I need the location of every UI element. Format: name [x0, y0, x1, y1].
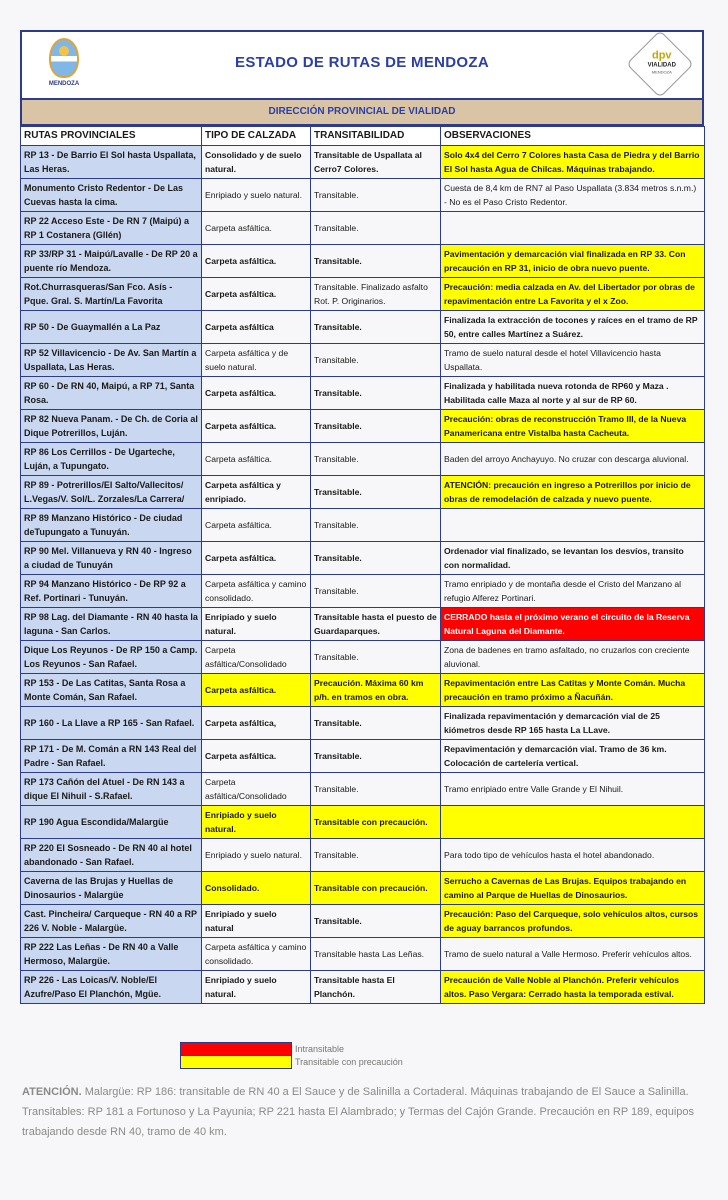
surface-cell: Enripiado y suelo natural. [202, 608, 311, 641]
notes-cell: Tramo enripiado entre Valle Grande y El Nihuil. [441, 773, 705, 806]
agency-banner: DIRECCIÓN PROVINCIAL DE VIALIDAD [20, 98, 704, 126]
notes-cell: ATENCIÓN: precaución en ingreso a Potrerillos por inicio de obras de remodelación de calzada y nuevo puente. [441, 476, 705, 509]
notes-cell [441, 212, 705, 245]
footer-text: Malargüe: RP 186: transitable de RN 40 a El Sauce y de Salinilla a Cortaderal. Máquinas trabajando de El Sauce a Salinilla. Transitables: RP 181 a Fortunoso y La Payunia; RP 221 hasta El Alambrado; y Termas del Cajón Grande. Precaución en RP 189, equipos trabajando desde RN 40, tramo de 40 km. [22, 1086, 695, 1138]
table-row [21, 806, 705, 839]
footer-note [22, 1082, 706, 1142]
legend-label: Intransitable [295, 1043, 345, 1054]
notes-cell: Pavimentación y demarcación vial finalizada en RP 33. Con precaución en RP 31, inicio de obra nuevo puente. [441, 245, 705, 278]
transit-cell: Transitable. [311, 245, 441, 278]
transit-cell: Transitable. [311, 311, 441, 344]
route-cell: RP 33/RP 31 - Maipú/Lavalle - De RP 20 a puente río Mendoza. [21, 245, 202, 278]
surface-cell: Carpeta asfáltica. [202, 245, 311, 278]
transit-cell: Transitable hasta el puesto de Guardaparques. [311, 608, 441, 641]
legend-label: Transitable con precaución [295, 1056, 403, 1067]
route-cell: RP 89 Manzano Histórico - De ciudad deTupungato a Tunuyán. [21, 509, 202, 542]
notes-cell: Baden del arroyo Anchayuyo. No cruzar con descarga aluvional. [441, 443, 705, 476]
surface-cell: Carpeta asfáltica/Consolidado [202, 773, 311, 806]
transit-cell: Transitable de Uspallata al Cerro7 Colores. [311, 146, 441, 179]
route-cell: RP 222 Las Leñas - De RN 40 a Valle Hermoso, Malargüe. [21, 938, 202, 971]
transit-cell: Transitable. [311, 707, 441, 740]
notes-cell: Para todo tipo de vehículos hasta el hotel abandonado. [441, 839, 705, 872]
transit-cell: Transitable. [311, 740, 441, 773]
surface-cell: Carpeta asfáltica. [202, 278, 311, 311]
transit-cell: Transitable. Finalizado asfalto Rot. P. Originarios. [311, 278, 441, 311]
notes-cell [441, 509, 705, 542]
surface-cell: Carpeta asfáltica y camino consolidado. [202, 938, 311, 971]
surface-cell: Carpeta asfáltica. [202, 377, 311, 410]
surface-cell: Carpeta asfáltica. [202, 410, 311, 443]
table-row [21, 146, 705, 179]
route-cell: RP 173 Cañón del Atuel - De RN 143 a dique El Nihuil - S.Rafael. [21, 773, 202, 806]
table-row [21, 509, 705, 542]
surface-cell: Carpeta asfáltica. [202, 443, 311, 476]
transit-cell: Transitable. [311, 179, 441, 212]
transit-cell: Transitable. [311, 377, 441, 410]
surface-cell: Carpeta asfáltica [202, 311, 311, 344]
route-cell: RP 52 Villavicencio - De Av. San Martín a Uspallata, Las Heras. [21, 344, 202, 377]
transit-cell: Transitable. [311, 344, 441, 377]
route-cell: RP 90 Mel. Villanueva y RN 40 - Ingreso a ciudad de Tunuyán [21, 542, 202, 575]
transit-cell: Transitable. [311, 476, 441, 509]
table-row [21, 641, 705, 674]
transit-cell: Transitable. [311, 641, 441, 674]
surface-cell: Carpeta asfáltica. [202, 542, 311, 575]
route-cell: RP 13 - De Barrio El Sol hasta Uspallata, Las Heras. [21, 146, 202, 179]
transit-cell: Transitable. [311, 575, 441, 608]
legend-item-intransitable [180, 1042, 403, 1055]
legend-swatch [180, 1042, 292, 1056]
notes-cell: Repavimentación y demarcación vial. Tramo de 36 km. Colocación de cartelería vertical. [441, 740, 705, 773]
notes-cell: Tramo de suelo natural desde el hotel Villavicencio hasta Uspallata. [441, 344, 705, 377]
notes-cell: Serrucho a Cavernas de Las Brujas. Equipos trabajando en camino al Parque de Huellas de Dinosaurios. [441, 872, 705, 905]
notes-cell: Zona de badenes en tramo asfaltado, no cruzarlos con creciente aluvional. [441, 641, 705, 674]
table-row [21, 872, 705, 905]
surface-cell: Carpeta asfáltica. [202, 674, 311, 707]
notes-cell: Repavimentación entre Las Catitas y Monte Comán. Mucha precaución en tramo próximo a Ñacuñán. [441, 674, 705, 707]
table-row [21, 905, 705, 938]
notes-cell: Solo 4x4 del Cerro 7 Colores hasta Casa de Piedra y del Barrio El Sol hasta Agua de Chilcas. Máquinas trabajando. [441, 146, 705, 179]
road-status-sheet [20, 30, 704, 1004]
surface-cell: Carpeta asfáltica. [202, 509, 311, 542]
table-row [21, 278, 705, 311]
table-row [21, 476, 705, 509]
route-cell: RP 94 Manzano Histórico - De RP 92 a Ref. Portinari - Tunuyán. [21, 575, 202, 608]
surface-cell: Carpeta asfáltica. [202, 212, 311, 245]
column-header-surface: TIPO DE CALZADA [202, 127, 311, 146]
table-row [21, 740, 705, 773]
transit-cell: Transitable. [311, 509, 441, 542]
notes-cell: Precaución de Valle Noble al Planchón. Preferir vehículos altos. Paso Vergara: Cerrado hasta la temporada estival. [441, 971, 705, 1004]
table-row [21, 245, 705, 278]
table-row [21, 707, 705, 740]
route-cell: RP 50 - De Guaymallén a La Paz [21, 311, 202, 344]
route-cell: RP 60 - De RN 40, Maipú, a RP 71, Santa Rosa. [21, 377, 202, 410]
notes-cell: Finalizada la extracción de tocones y raíces en el tramo de RP 50, entre calles Martínez a Suárez. [441, 311, 705, 344]
transit-cell: Transitable. [311, 410, 441, 443]
table-row [21, 443, 705, 476]
transit-cell: Transitable hasta El Planchón. [311, 971, 441, 1004]
notes-cell: Precaución: Paso del Carqueque, solo vehículos altos, cursos de aguay barrancos profundos. [441, 905, 705, 938]
surface-cell: Carpeta asfáltica y camino consolidado. [202, 575, 311, 608]
route-cell: RP 160 - La Llave a RP 165 - San Rafael. [21, 707, 202, 740]
table-row [21, 311, 705, 344]
transit-cell: Transitable con precaución. [311, 806, 441, 839]
column-header-routes: RUTAS PROVINCIALES [21, 127, 202, 146]
route-cell: RP 82 Nueva Panam. - De Ch. de Coria al Dique Potrerillos, Luján. [21, 410, 202, 443]
route-cell: RP 226 - Las Loicas/V. Noble/El Azufre/Paso El Planchón, Mgüe. [21, 971, 202, 1004]
surface-cell: Enripiado y suelo natural. [202, 806, 311, 839]
table-row [21, 542, 705, 575]
legend-swatch [180, 1055, 292, 1069]
route-cell: RP 220 El Sosneado - De RN 40 al hotel abandonado - San Rafael. [21, 839, 202, 872]
surface-cell: Enripiado y suelo natural. [202, 179, 311, 212]
transit-cell: Precaución. Máxima 60 km p/h. en tramos en obra. [311, 674, 441, 707]
surface-cell: Consolidado. [202, 872, 311, 905]
surface-cell: Consolidado y de suelo natural. [202, 146, 311, 179]
notes-cell: Tramo de suelo natural a Valle Hermoso. Preferir vehículos altos. [441, 938, 705, 971]
transit-cell: Transitable con precaución. [311, 872, 441, 905]
route-cell: Rot.Churrasqueras/San Fco. Asís - Pque. Gral. S. Martín/La Favorita [21, 278, 202, 311]
route-cell: Monumento Cristo Redentor - De Las Cuevas hasta la cima. [21, 179, 202, 212]
notes-cell: Finalizada repavimentación y demarcación vial de 25 kiómetros desde RP 165 hasta La LLave. [441, 707, 705, 740]
route-cell: RP 153 - De Las Catitas, Santa Rosa a Monte Comán, San Rafael. [21, 674, 202, 707]
notes-cell: Finalizada y habilitada nueva rotonda de RP60 y Maza . Habilitada calle Maza al norte y al sur de RP 60. [441, 377, 705, 410]
notes-cell: CERRADO hasta el próximo verano el circuito de la Reserva Natural Laguna del Diamante. [441, 608, 705, 641]
notes-cell [441, 806, 705, 839]
route-cell: Cast. Pincheira/ Carqueque - RN 40 a RP 226 V. Noble - Malargüe. [21, 905, 202, 938]
header [20, 30, 704, 98]
surface-cell: Enripiado y suelo natural. [202, 971, 311, 1004]
transit-cell: Transitable hasta Las Leñas. [311, 938, 441, 971]
table-row [21, 377, 705, 410]
route-cell: Dique Los Reyunos - De RP 150 a Camp. Los Reyunos - San Rafael. [21, 641, 202, 674]
routes-table [20, 126, 705, 1004]
table-row [21, 608, 705, 641]
notes-cell: Ordenador vial finalizado, se levantan los desvíos, transito con normalidad. [441, 542, 705, 575]
mendoza-logo-text: MENDOZA [48, 81, 80, 87]
vialidad-logo-name: VIALIDAD [647, 62, 676, 69]
transit-cell: Transitable. [311, 839, 441, 872]
transit-cell: Transitable. [311, 542, 441, 575]
transit-cell: Transitable. [311, 212, 441, 245]
vialidad-logo-sub: MENDOZA [651, 69, 672, 75]
dpv-logo-mark: dpv [651, 49, 672, 62]
column-header-transit: TRANSITABILIDAD [311, 127, 441, 146]
page-title: ESTADO DE RUTAS DE MENDOZA [235, 54, 489, 71]
table-header-row [21, 127, 705, 146]
route-cell: RP 171 - De M. Comán a RN 143 Real del Padre - San Rafael. [21, 740, 202, 773]
vialidad-logo [626, 30, 694, 98]
legend [180, 1042, 403, 1068]
legend-item-precaucion [180, 1055, 403, 1068]
notes-cell: Precaución: obras de reconstrucción Tramo III, de la Nueva Panamericana entre Vistalba hasta Cacheuta. [441, 410, 705, 443]
table-row [21, 179, 705, 212]
column-header-notes: OBSERVACIONES [441, 127, 705, 146]
notes-cell: Tramo enripiado y de montaña desde el Cristo del Manzano al refugio Alferez Portinari. [441, 575, 705, 608]
surface-cell: Enripiado y suelo natural [202, 905, 311, 938]
surface-cell: Carpeta asfáltica y de suelo natural. [202, 344, 311, 377]
route-cell: Caverna de las Brujas y Huellas de Dinosaurios - Malargüe [21, 872, 202, 905]
route-cell: RP 98 Lag. del Diamante - RN 40 hasta la laguna - San Carlos. [21, 608, 202, 641]
route-cell: RP 190 Agua Escondida/Malargüe [21, 806, 202, 839]
table-row [21, 575, 705, 608]
transit-cell: Transitable. [311, 443, 441, 476]
route-cell: RP 89 - Potrerillos/El Salto/Vallecitos/ L.Vegas/V. Sol/L. Zorzales/La Carrera/ [21, 476, 202, 509]
footer-lead: ATENCIÓN. [22, 1086, 82, 1098]
transit-cell: Transitable. [311, 773, 441, 806]
notes-cell: Precaución: media calzada en Av. del Libertador por obras de repavimentación entre La Favorita y el x Zoo. [441, 278, 705, 311]
surface-cell: Carpeta asfáltica. [202, 740, 311, 773]
table-row [21, 674, 705, 707]
table-row [21, 938, 705, 971]
notes-cell: Cuesta de 8,4 km de RN7 al Paso Uspallata (3.834 metros s.n.m.) - No es el Paso Cristo Redentor. [441, 179, 705, 212]
surface-cell: Carpeta asfáltica y enripiado. [202, 476, 311, 509]
table-row [21, 773, 705, 806]
table-row [21, 839, 705, 872]
table-row [21, 971, 705, 1004]
table-row [21, 410, 705, 443]
route-cell: RP 22 Acceso Este - De RN 7 (Maipú) a RP 1 Costanera (Gllén) [21, 212, 202, 245]
route-cell: RP 86 Los Cerrillos - De Ugarteche, Luján, a Tupungato. [21, 443, 202, 476]
transit-cell: Transitable. [311, 905, 441, 938]
surface-cell: Enripiado y suelo natural. [202, 839, 311, 872]
table-row [21, 212, 705, 245]
surface-cell: Carpeta asfáltica, [202, 707, 311, 740]
surface-cell: Carpeta asfáltica/Consolidado [202, 641, 311, 674]
table-row [21, 344, 705, 377]
